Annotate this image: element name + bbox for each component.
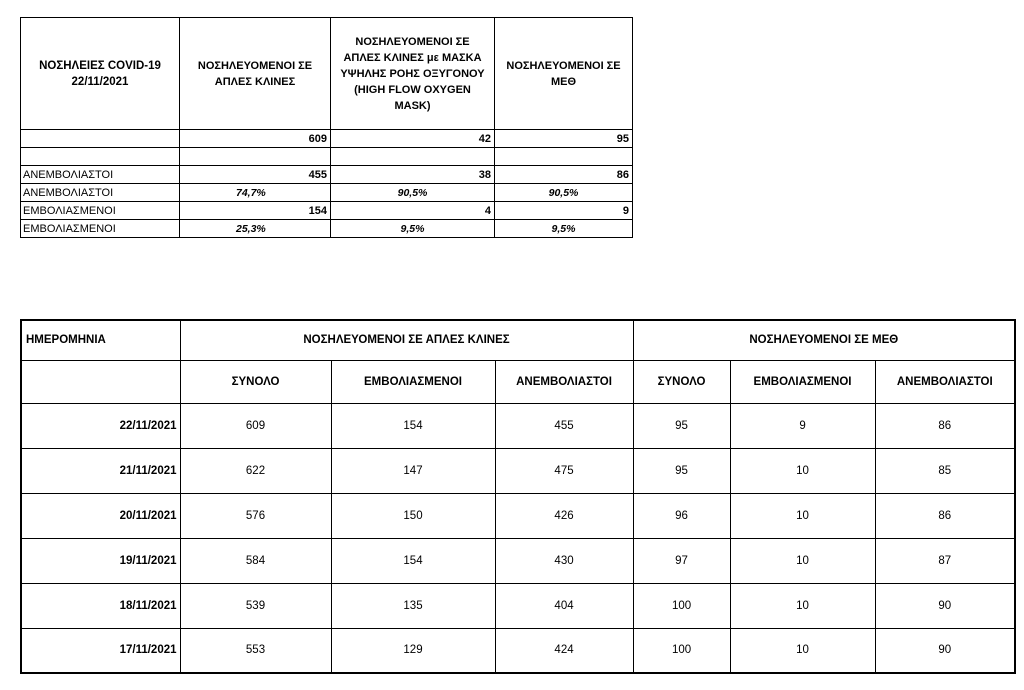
value-cell: 100 (633, 583, 730, 628)
date-cell: 21/11/2021 (21, 448, 180, 493)
table-row (21, 583, 1015, 628)
table-row (21, 448, 1015, 493)
count-cell: 86 (495, 166, 633, 184)
summary-table (20, 17, 633, 238)
count-cell: 9 (495, 202, 633, 220)
count-cell: 154 (180, 202, 331, 220)
value-cell: 87 (875, 538, 1015, 583)
row-label: ΑΝΕΜΒΟΛΙΑΣΤΟΙ (21, 184, 180, 202)
date-cell: 22/11/2021 (21, 403, 180, 448)
summary-vaccinated-pct-row (21, 220, 633, 238)
table-row (21, 493, 1015, 538)
value-cell: 90 (875, 628, 1015, 673)
summary-unvaccinated-count-row (21, 166, 633, 184)
value-cell: 9 (730, 403, 875, 448)
table-row (21, 403, 1015, 448)
value-cell: 129 (331, 628, 495, 673)
value-cell: 86 (875, 403, 1015, 448)
value-cell: 10 (730, 448, 875, 493)
value-cell: 576 (180, 493, 331, 538)
value-cell: 97 (633, 538, 730, 583)
summary-title: ΝΟΣΗΛΕΙΕΣ COVID-19 22/11/2021 (21, 18, 180, 130)
summary-total: 609 (180, 130, 331, 148)
date-cell: 18/11/2021 (21, 583, 180, 628)
value-cell: 154 (331, 538, 495, 583)
percent-cell: 9,5% (331, 220, 495, 238)
value-cell: 95 (633, 448, 730, 493)
value-cell: 10 (730, 538, 875, 583)
row-label: ΕΜΒΟΛΙΑΣΜΕΝΟΙ (21, 202, 180, 220)
daily-group-header-row (21, 320, 1015, 360)
percent-cell: 90,5% (331, 184, 495, 202)
group-header-simple-beds: ΝΟΣΗΛΕΥΟΜΕΝΟΙ ΣΕ ΑΠΛΕΣ ΚΛΙΝΕΣ (180, 320, 633, 360)
value-cell: 85 (875, 448, 1015, 493)
summary-col-header: ΝΟΣΗΛΕΥΟΜΕΝΟΙ ΣΕ ΑΠΛΕΣ ΚΛΙΝΕΣ με ΜΑΣΚΑ ΥΨΗΛΗΣ ΡΟΗΣ ΟΞΥΓΟΝΟΥ (HIGH FLOW OXYGEN MASK) (331, 18, 495, 130)
group-header-icu: ΝΟΣΗΛΕΥΟΜΕΝΟΙ ΣΕ ΜΕΘ (633, 320, 1015, 360)
daily-table (20, 319, 1016, 674)
value-cell: 475 (495, 448, 633, 493)
date-cell: 17/11/2021 (21, 628, 180, 673)
value-cell: 147 (331, 448, 495, 493)
value-cell: 135 (331, 583, 495, 628)
count-cell: 455 (180, 166, 331, 184)
value-cell: 100 (633, 628, 730, 673)
summary-total: 95 (495, 130, 633, 148)
value-cell: 553 (180, 628, 331, 673)
date-cell: 19/11/2021 (21, 538, 180, 583)
value-cell: 154 (331, 403, 495, 448)
value-cell: 150 (331, 493, 495, 538)
value-cell: 90 (875, 583, 1015, 628)
row-label: ΕΜΒΟΛΙΑΣΜΕΝΟΙ (21, 220, 180, 238)
summary-spacer-row (21, 148, 633, 166)
sub-header: ΣΥΝΟΛΟ (180, 360, 331, 403)
sub-header: ΣΥΝΟΛΟ (633, 360, 730, 403)
sub-header: ΑΝΕΜΒΟΛΙΑΣΤΟΙ (495, 360, 633, 403)
percent-cell: 25,3% (180, 220, 331, 238)
date-header: ΗΜΕΡΟΜΗΝΙΑ (21, 320, 180, 360)
sub-header: ΕΜΒΟΛΙΑΣΜΕΝΟΙ (730, 360, 875, 403)
row-label: ΑΝΕΜΒΟΛΙΑΣΤΟΙ (21, 166, 180, 184)
value-cell: 609 (180, 403, 331, 448)
value-cell: 622 (180, 448, 331, 493)
summary-header-row (21, 18, 633, 130)
count-cell: 4 (331, 202, 495, 220)
value-cell: 95 (633, 403, 730, 448)
percent-cell: 90,5% (495, 184, 633, 202)
summary-vaccinated-count-row (21, 202, 633, 220)
value-cell: 10 (730, 583, 875, 628)
table-row (21, 538, 1015, 583)
daily-sub-header-row (21, 360, 1015, 403)
date-cell: 20/11/2021 (21, 493, 180, 538)
summary-col-header: ΝΟΣΗΛΕΥΟΜΕΝΟΙ ΣΕ ΑΠΛΕΣ ΚΛΙΝΕΣ (180, 18, 331, 130)
summary-col-header: ΝΟΣΗΛΕΥΟΜΕΝΟΙ ΣΕ ΜΕΘ (495, 18, 633, 130)
table-row (21, 628, 1015, 673)
value-cell: 426 (495, 493, 633, 538)
value-cell: 424 (495, 628, 633, 673)
percent-cell: 74,7% (180, 184, 331, 202)
value-cell: 539 (180, 583, 331, 628)
value-cell: 430 (495, 538, 633, 583)
value-cell: 96 (633, 493, 730, 538)
summary-totals-row (21, 130, 633, 148)
summary-unvaccinated-pct-row (21, 184, 633, 202)
value-cell: 86 (875, 493, 1015, 538)
value-cell: 10 (730, 493, 875, 538)
sub-header: ΕΜΒΟΛΙΑΣΜΕΝΟΙ (331, 360, 495, 403)
summary-total: 42 (331, 130, 495, 148)
count-cell: 38 (331, 166, 495, 184)
value-cell: 584 (180, 538, 331, 583)
sub-header: ΑΝΕΜΒΟΛΙΑΣΤΟΙ (875, 360, 1015, 403)
value-cell: 10 (730, 628, 875, 673)
value-cell: 404 (495, 583, 633, 628)
value-cell: 455 (495, 403, 633, 448)
percent-cell: 9,5% (495, 220, 633, 238)
